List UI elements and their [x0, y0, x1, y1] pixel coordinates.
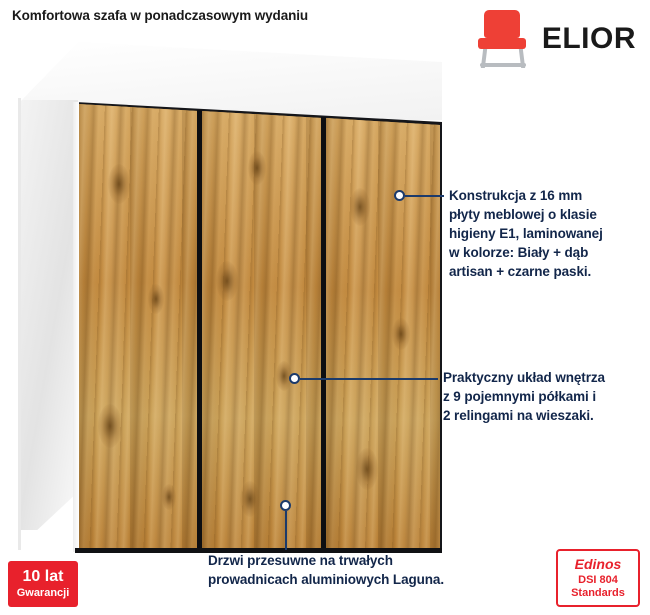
wardrobe-left-edge: [18, 98, 21, 550]
wardrobe-illustration: [18, 40, 438, 540]
wardrobe-doors: [78, 62, 440, 550]
callout-line-1: Praktyczny układ wnętrza: [443, 370, 605, 385]
callout-dot-construction: [394, 190, 405, 201]
callout-line-3: higieny E1, laminowanej: [449, 226, 603, 241]
warranty-badge: [8, 561, 78, 607]
door-right: [326, 118, 440, 550]
wardrobe-side-panel: [18, 100, 80, 530]
callout-line-4: w kolorze: Biały + dąb: [449, 245, 589, 260]
certificate-dsi: DSI 804: [578, 574, 618, 587]
callout-line-1: Konstrukcja z 16 mm: [449, 188, 583, 203]
page-title: Komfortowa szafa w ponadczasowym wydaniu: [12, 8, 309, 23]
callout-line-2: z 9 pojemnymi półkami i: [443, 389, 596, 404]
warranty-label: Gwarancji: [16, 586, 70, 599]
callout-line-2: płyty meblowej o klasie: [449, 207, 597, 222]
callout-line-construction: [405, 195, 444, 197]
wardrobe-front-stile: [73, 102, 79, 552]
brand-logo: [474, 8, 636, 70]
callout-line-doors: [285, 511, 287, 550]
door-left: [78, 104, 198, 550]
certificate-standards: Standards: [571, 587, 625, 600]
callout-dot-interior: [289, 373, 300, 384]
brand-name: ELIOR: [541, 22, 636, 55]
callout-line-interior: [300, 378, 438, 380]
certificate-badge: [556, 549, 640, 607]
callout-line-3: 2 relingami na wieszaki.: [443, 408, 594, 423]
certificate-name: Edinos: [574, 556, 622, 573]
callout-text-construction: [449, 186, 639, 281]
callout-line-5: artisan + czarne paski.: [449, 264, 592, 279]
door-gap-right: [321, 117, 326, 551]
warranty-years: 10 lat: [22, 568, 64, 586]
callout-line-2: prowadnicach aluminiowych Laguna.: [208, 572, 444, 587]
door-center: [202, 111, 322, 550]
callout-line-1: Drzwi przesuwne na trwałych: [208, 553, 393, 568]
callout-text-interior: [443, 368, 643, 425]
red-chair-icon: [474, 8, 532, 70]
callout-dot-doors: [280, 500, 291, 511]
callout-text-doors: [208, 551, 518, 589]
door-gap-left: [197, 110, 202, 551]
